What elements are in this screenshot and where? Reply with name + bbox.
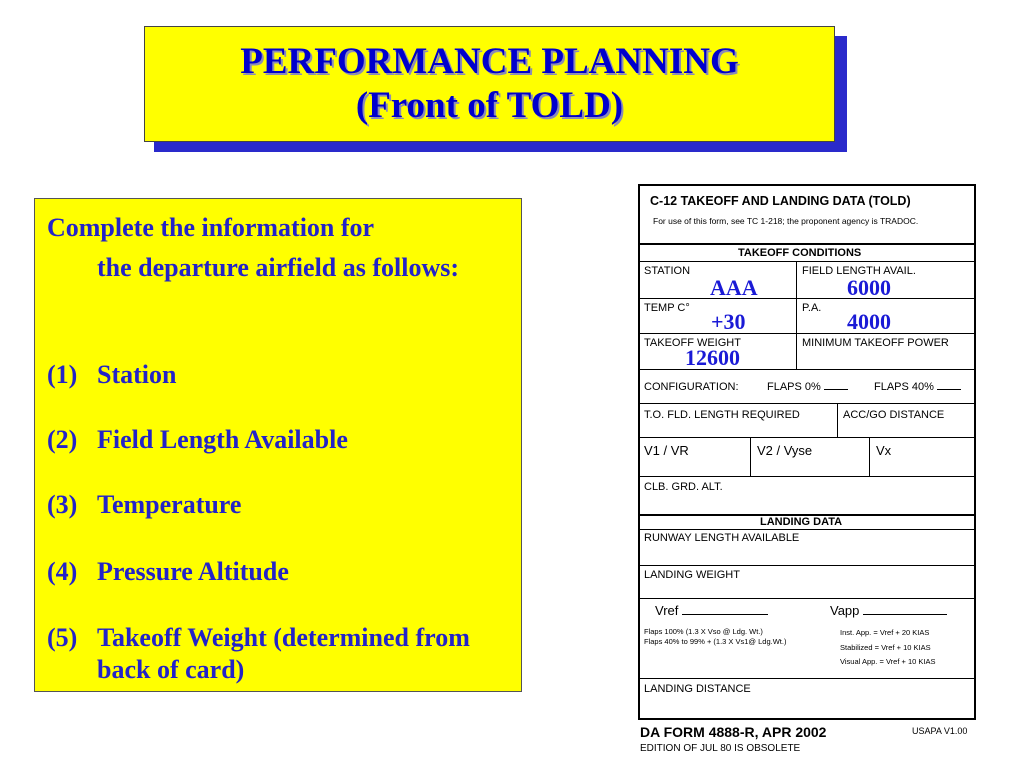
pa-value: 4000 [847,309,891,334]
flaps-0-option [767,381,848,393]
form-number: DA FORM 4888-R, APR 2002 [640,724,827,740]
slide-title-line-2: (Front of TOLD) [355,85,624,126]
approach-note-1: Inst. App. = Vref + 20 KIAS [840,628,930,637]
landing-distance-label: LANDING DISTANCE [644,683,751,695]
vref-field [655,603,768,618]
item-number: (3) [47,490,78,519]
form-title: C-12 TAKEOFF AND LANDING DATA (TOLD) [650,194,911,208]
flaps-40-blank [937,389,961,390]
item-number: (5) [47,623,78,652]
form-version: USAPA V1.00 [912,726,968,736]
form-divider [640,476,974,477]
vapp-field [830,603,947,618]
flaps-note-2: Flaps 40% to 99% + (1.3 X Vs1@ Ldg.Wt.) [644,637,787,646]
field-length-value: 6000 [847,275,891,300]
form-column-divider [869,437,870,476]
acc-go-distance-label: ACC/GO DISTANCE [843,409,945,421]
form-divider [640,678,974,679]
item-number: (1) [47,360,78,389]
item-text: Temperature [97,490,242,519]
instruction-item-pressure-altitude [47,556,517,588]
item-number: (2) [47,425,78,454]
to-fld-length-label: T.O. FLD. LENGTH REQUIRED [644,409,800,421]
temp-value: +30 [711,309,746,334]
field-length-label: FIELD LENGTH AVAIL. [802,265,916,277]
item-text: Takeoff Weight (determined from back of card) [97,623,470,684]
flaps-40-option [874,381,961,393]
v1-vr-label: V1 / VR [644,443,689,458]
item-text: Field Length Available [97,425,348,454]
flaps-40-label: FLAPS 40% [874,381,934,393]
station-value: AAA [710,275,758,300]
instructions-panel [34,198,522,692]
form-divider [640,243,974,245]
instruction-item-field-length [47,424,517,456]
approach-note-2: Stabilized = Vref + 10 KIAS [840,643,931,652]
form-column-divider [796,261,797,369]
landing-weight-label: LANDING WEIGHT [644,569,740,581]
configuration-label: CONFIGURATION: [644,381,739,393]
form-divider [640,403,974,404]
flaps-0-blank [824,389,848,390]
takeoff-weight-value: 12600 [685,345,740,370]
item-text: Pressure Altitude [97,557,289,586]
instruction-item-station [47,359,517,391]
form-divider [640,333,974,334]
form-column-divider [750,437,751,476]
min-takeoff-power-label: MINIMUM TAKEOFF POWER [802,337,949,349]
form-column-divider [837,403,838,437]
vref-blank [682,614,768,615]
item-text: Station [97,360,177,389]
temp-label: TEMP C° [644,302,690,314]
landing-data-header: LANDING DATA [760,516,843,528]
instruction-item-temperature [47,489,517,521]
pa-label: P.A. [802,302,822,314]
approach-note-3: Visual App. = Vref + 10 KIAS [840,657,936,666]
takeoff-weight-label: TAKEOFF WEIGHT [644,337,741,349]
station-label: STATION [644,265,691,277]
vapp-label: Vapp [830,603,860,618]
takeoff-conditions-header: TAKEOFF CONDITIONS [738,247,862,259]
form-divider [640,598,974,599]
intro-rest: the departure airfield as follows: [97,253,460,282]
instructions-intro [47,208,507,288]
v2-vyse-label: V2 / Vyse [757,443,813,458]
runway-length-label: RUNWAY LENGTH AVAILABLE [644,532,800,544]
form-divider [640,529,974,530]
vapp-blank [863,614,947,615]
form-divider [640,298,974,299]
form-divider [640,437,974,438]
instruction-item-takeoff-weight [47,622,517,686]
clb-grd-alt-label: CLB. GRD. ALT. [644,481,723,493]
flaps-0-label: FLAPS 0% [767,381,821,393]
form-divider [640,565,974,566]
vref-label: Vref [655,603,679,618]
flaps-note-1: Flaps 100% (1.3 X Vso @ Ldg. Wt.) [644,627,763,636]
slide-title-box [144,26,835,142]
vx-label: Vx [876,443,892,458]
slide-title-line-1: PERFORMANCE PLANNING [240,41,739,82]
item-number: (4) [47,557,78,586]
intro-first-line: Complete the information for [47,213,375,242]
form-edition: EDITION OF JUL 80 IS OBSOLETE [640,743,801,754]
form-subtitle: For use of this form, see TC 1-218; the proponent agency is TRADOC. [653,216,919,226]
form-divider [640,261,974,262]
